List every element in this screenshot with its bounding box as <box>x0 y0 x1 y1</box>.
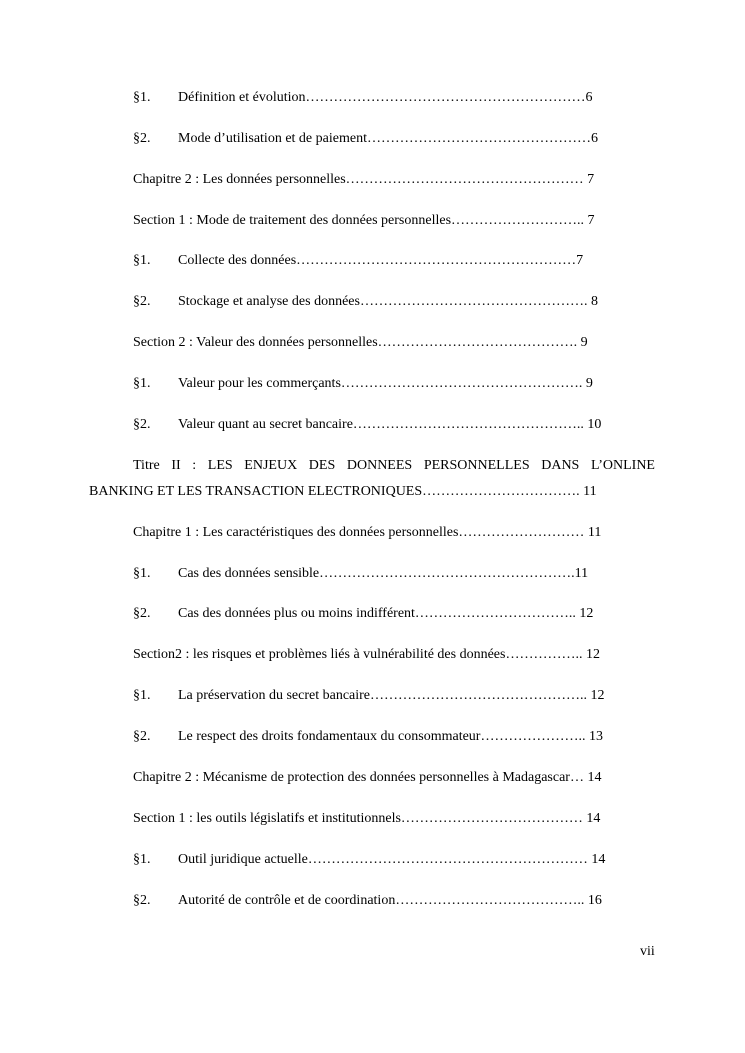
toc-entry-text: La préservation du secret bancaire……………………………………….. 12 <box>178 688 605 703</box>
toc-entry-text: Autorité de contrôle et de coordination………………………………….. 16 <box>178 893 602 908</box>
toc-entry-number: §1. <box>133 253 151 268</box>
toc-entry-text: Chapitre 1 : Les caractéristiques des données personnelles……………………… 11 <box>133 525 602 540</box>
toc-entry-number: §2. <box>133 729 151 744</box>
toc-entry <box>133 89 593 107</box>
toc-entry <box>133 293 598 311</box>
toc-entry-text: Collecte des données……………………………………………………7 <box>178 253 584 268</box>
toc-entry <box>133 687 605 705</box>
toc-entry-text: Titre II : LES ENJEUX DES DONNEES PERSONNELLES DANS L’ONLINE <box>133 458 655 473</box>
toc-entry-text: Chapitre 2 : Les données personnelles…………………………………………… 7 <box>133 172 595 187</box>
toc-entry-text: Stockage et analyse des données…………………………………………. 8 <box>178 294 598 309</box>
toc-entry-number: §1. <box>133 90 151 105</box>
toc-entry <box>133 252 583 270</box>
toc-entry-number: §2. <box>133 294 151 309</box>
toc-entry-number: §2. <box>133 131 151 146</box>
toc-entry-text: Le respect des droits fondamentaux du consommateur………………….. 13 <box>178 729 603 744</box>
toc-entry <box>133 457 655 475</box>
toc-entry-text: Définition et évolution……………………………………………………6 <box>178 90 593 105</box>
toc-entry <box>133 565 588 583</box>
toc-entry-text: Section2 : les risques et problèmes liés à vulnérabilité des données…………….. 12 <box>133 647 600 662</box>
toc-entry-number: §2. <box>133 893 151 908</box>
toc-entry-number: §1. <box>133 376 151 391</box>
toc-entry-text: Valeur pour les commerçants……………………………………………. 9 <box>178 376 593 391</box>
page-number: vii <box>640 944 655 959</box>
toc-entry-number: §2. <box>133 606 151 621</box>
toc-entry-text: Section 1 : Mode de traitement des données personnelles……………………….. 7 <box>133 213 595 228</box>
toc-entry <box>133 810 600 828</box>
toc-entry-text: Outil juridique actuelle…………………………………………………… 14 <box>178 852 606 867</box>
toc-entry <box>133 851 605 869</box>
toc-entry-text: Mode d’utilisation et de paiement…………………………………………6 <box>178 131 598 146</box>
toc-entry <box>133 892 602 910</box>
toc-entry-text: Section 1 : les outils législatifs et institutionnels………………………………… 14 <box>133 811 601 826</box>
toc-entry-text: Chapitre 2 : Mécanisme de protection des données personnelles à Madagascar… 14 <box>133 770 602 785</box>
toc-entry-number: §1. <box>133 566 151 581</box>
toc-entry <box>133 728 603 746</box>
toc-entry-text: Cas des données plus ou moins indifférent…………………………….. 12 <box>178 606 594 621</box>
toc-entry-number: §1. <box>133 688 151 703</box>
toc-entry-text: Valeur quant au secret bancaire………………………………………….. 10 <box>178 417 602 432</box>
toc-entry <box>133 605 593 623</box>
toc-entry-text: Cas des données sensible……………………………………………….11 <box>178 566 589 581</box>
toc-entry <box>133 130 598 148</box>
toc-entry <box>133 416 601 434</box>
toc-entry-number: §2. <box>133 417 151 432</box>
toc-entry <box>133 171 594 189</box>
toc-entry-number: §1. <box>133 852 151 867</box>
toc-entry-text: BANKING ET LES TRANSACTION ELECTRONIQUES……………………………. 11 <box>89 484 597 499</box>
toc-entry <box>133 375 593 393</box>
toc-entry <box>133 769 601 787</box>
toc-entry-text: Section 2 : Valeur des données personnelles……………………………………. 9 <box>133 335 588 350</box>
toc-entry <box>133 646 600 664</box>
toc-entry <box>133 524 601 542</box>
toc-entry <box>89 483 597 501</box>
toc-entry <box>133 334 588 352</box>
toc-entry <box>133 212 595 230</box>
